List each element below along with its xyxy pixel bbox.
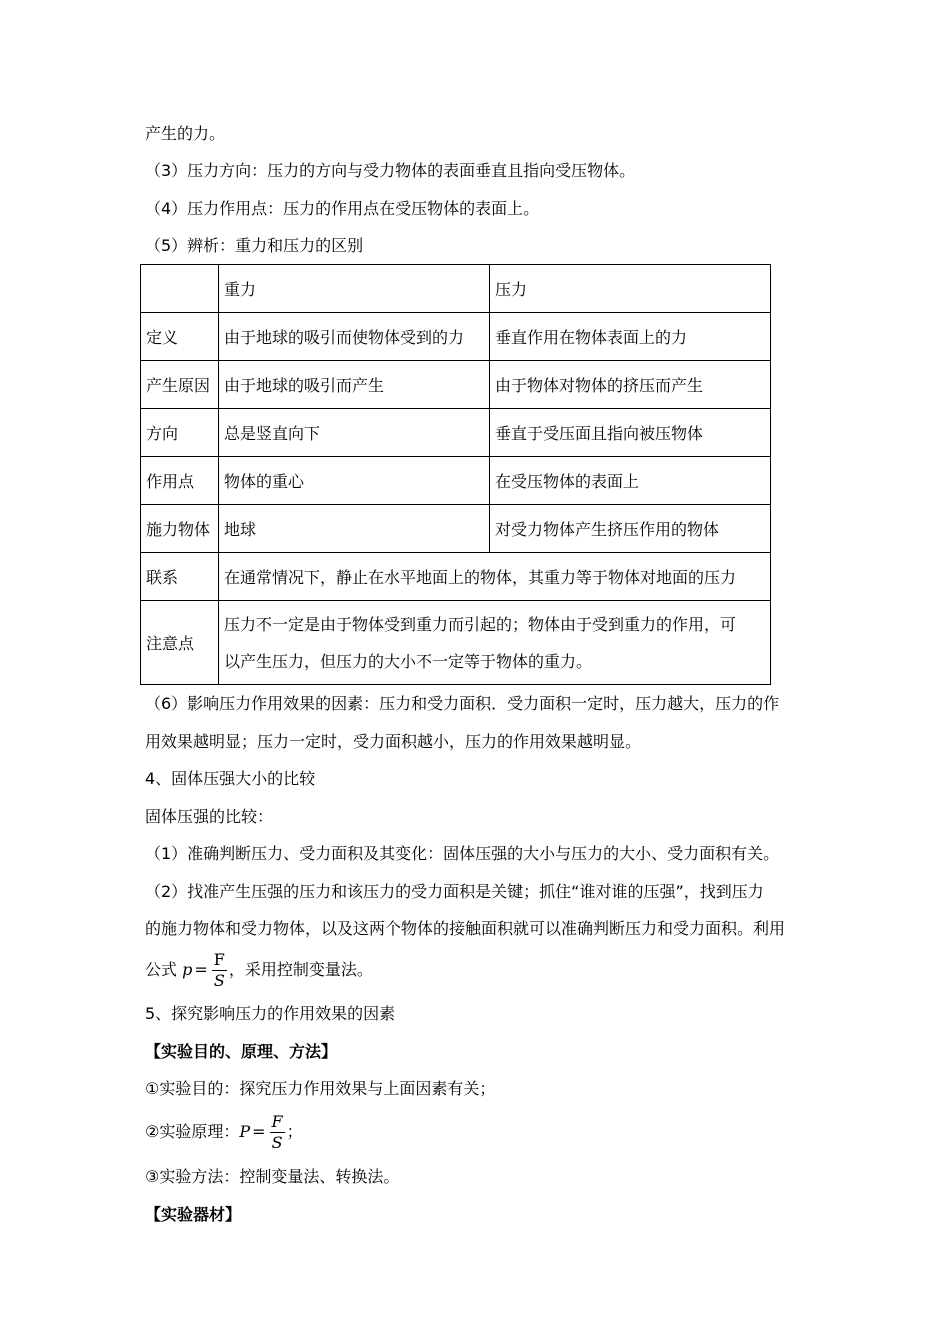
- table-cell: 方向: [141, 409, 219, 457]
- table-header-cell: 压力: [490, 265, 771, 313]
- table-cell: 施力物体: [141, 505, 219, 553]
- formula-prefix: ②实验原理：: [145, 1122, 240, 1141]
- table-cell: 对受力物体产生挤压作用的物体: [490, 505, 771, 553]
- pressure-direction-line: （3）压力方向：压力的方向与受力物体的表面垂直且指向受压物体。: [145, 161, 636, 180]
- gravity-pressure-table: [140, 264, 771, 685]
- factors-line: （6）影响压力作用效果的因素：压力和受力面积．受力面积一定时，压力越大，压力的作: [145, 694, 780, 713]
- formula-equals: =: [194, 960, 208, 979]
- paragraph-line: 的施力物体和受力物体，以及这两个物体的接触面积就可以准确判断压力和受力面积。利用: [145, 919, 786, 938]
- formula-suffix: ；: [286, 1122, 303, 1141]
- paragraph-line: 产生的力。: [145, 124, 226, 143]
- formula-variable: P: [239, 1122, 251, 1141]
- paragraph-line: （1）准确判断压力、受力面积及其变化：固体压强的大小与压力的大小、受力面积有关。: [145, 844, 780, 863]
- table-cell: 在受压物体的表面上: [490, 457, 771, 505]
- fraction-denominator: S: [213, 971, 225, 990]
- pressure-fraction: [212, 950, 227, 991]
- paragraph-line: （2）找准产生压强的压力和该压力的受力面积是关键；抓住“谁对谁的压强”，找到压力: [145, 882, 764, 901]
- table-row: [141, 505, 771, 553]
- table-row: [141, 313, 771, 361]
- paragraph-line: 固体压强的比较：: [145, 807, 274, 826]
- table-cell: 由于地球的吸引而产生: [219, 361, 490, 409]
- table-cell: 定义: [141, 313, 219, 361]
- table-cell: 注意点: [141, 601, 219, 685]
- note-line: 以产生压力，但压力的大小不一定等于物体的重力。: [224, 651, 593, 671]
- table-cell: 地球: [219, 505, 490, 553]
- section-heading: 5、探究影响压力的作用效果的因素: [145, 1004, 396, 1023]
- table-cell: [141, 265, 219, 313]
- subsection-heading: 【实验器材】: [145, 1205, 242, 1224]
- formula-line: [145, 1108, 303, 1156]
- table-row: [141, 601, 771, 685]
- table-cell: 物体的重心: [219, 457, 490, 505]
- table-cell: 由于物体对物体的挤压而产生: [490, 361, 771, 409]
- paragraph-line: ③实验方法：控制变量法、转换法。: [145, 1167, 400, 1186]
- paragraph-line: ①实验目的：探究压力作用效果与上面因素有关；: [145, 1079, 496, 1098]
- table-cell: 垂直作用在物体表面上的力: [490, 313, 771, 361]
- section-heading: 4、固体压强大小的比较: [145, 769, 316, 788]
- table-cell: 由于地球的吸引而使物体受到的力: [219, 313, 490, 361]
- fraction-numerator: F: [271, 1112, 283, 1131]
- table-header-cell: 重力: [219, 265, 490, 313]
- table-row: [141, 361, 771, 409]
- table-cell: 总是竖直向下: [219, 409, 490, 457]
- formula-prefix: 公式: [145, 960, 183, 979]
- pressure-point-line: （4）压力作用点：压力的作用点在受压物体的表面上。: [145, 199, 540, 218]
- table-note-cell: [219, 601, 771, 685]
- note-line: 压力不一定是由于物体受到重力而引起的；物体由于受到重力的作用，可: [224, 614, 737, 634]
- table-row: [141, 457, 771, 505]
- fraction-numerator: F: [213, 950, 225, 969]
- table-cell: 联系: [141, 553, 219, 601]
- table-cell: 在通常情况下，静止在水平地面上的物体，其重力等于物体对地面的压力: [219, 553, 771, 601]
- comparison-intro-line: （5）辨析：重力和压力的区别: [145, 236, 364, 255]
- table-cell: 作用点: [141, 457, 219, 505]
- formula-equals: =: [252, 1122, 266, 1141]
- table-cell: 产生原因: [141, 361, 219, 409]
- table-row: [141, 553, 771, 601]
- fraction-denominator: S: [271, 1133, 283, 1152]
- table-row: [141, 409, 771, 457]
- table-cell: 垂直于受压面且指向被压物体: [490, 409, 771, 457]
- factors-line-cont: 用效果越明显；压力一定时，受力面积越小，压力的作用效果越明显。: [145, 732, 642, 751]
- pressure-fraction: [270, 1112, 285, 1153]
- formula-line: [145, 948, 373, 992]
- formula-suffix: ，采用控制变量法。: [228, 960, 373, 979]
- formula-variable: p: [182, 960, 193, 979]
- table-row: [141, 265, 771, 313]
- subsection-heading: 【实验目的、原理、方法】: [145, 1042, 338, 1061]
